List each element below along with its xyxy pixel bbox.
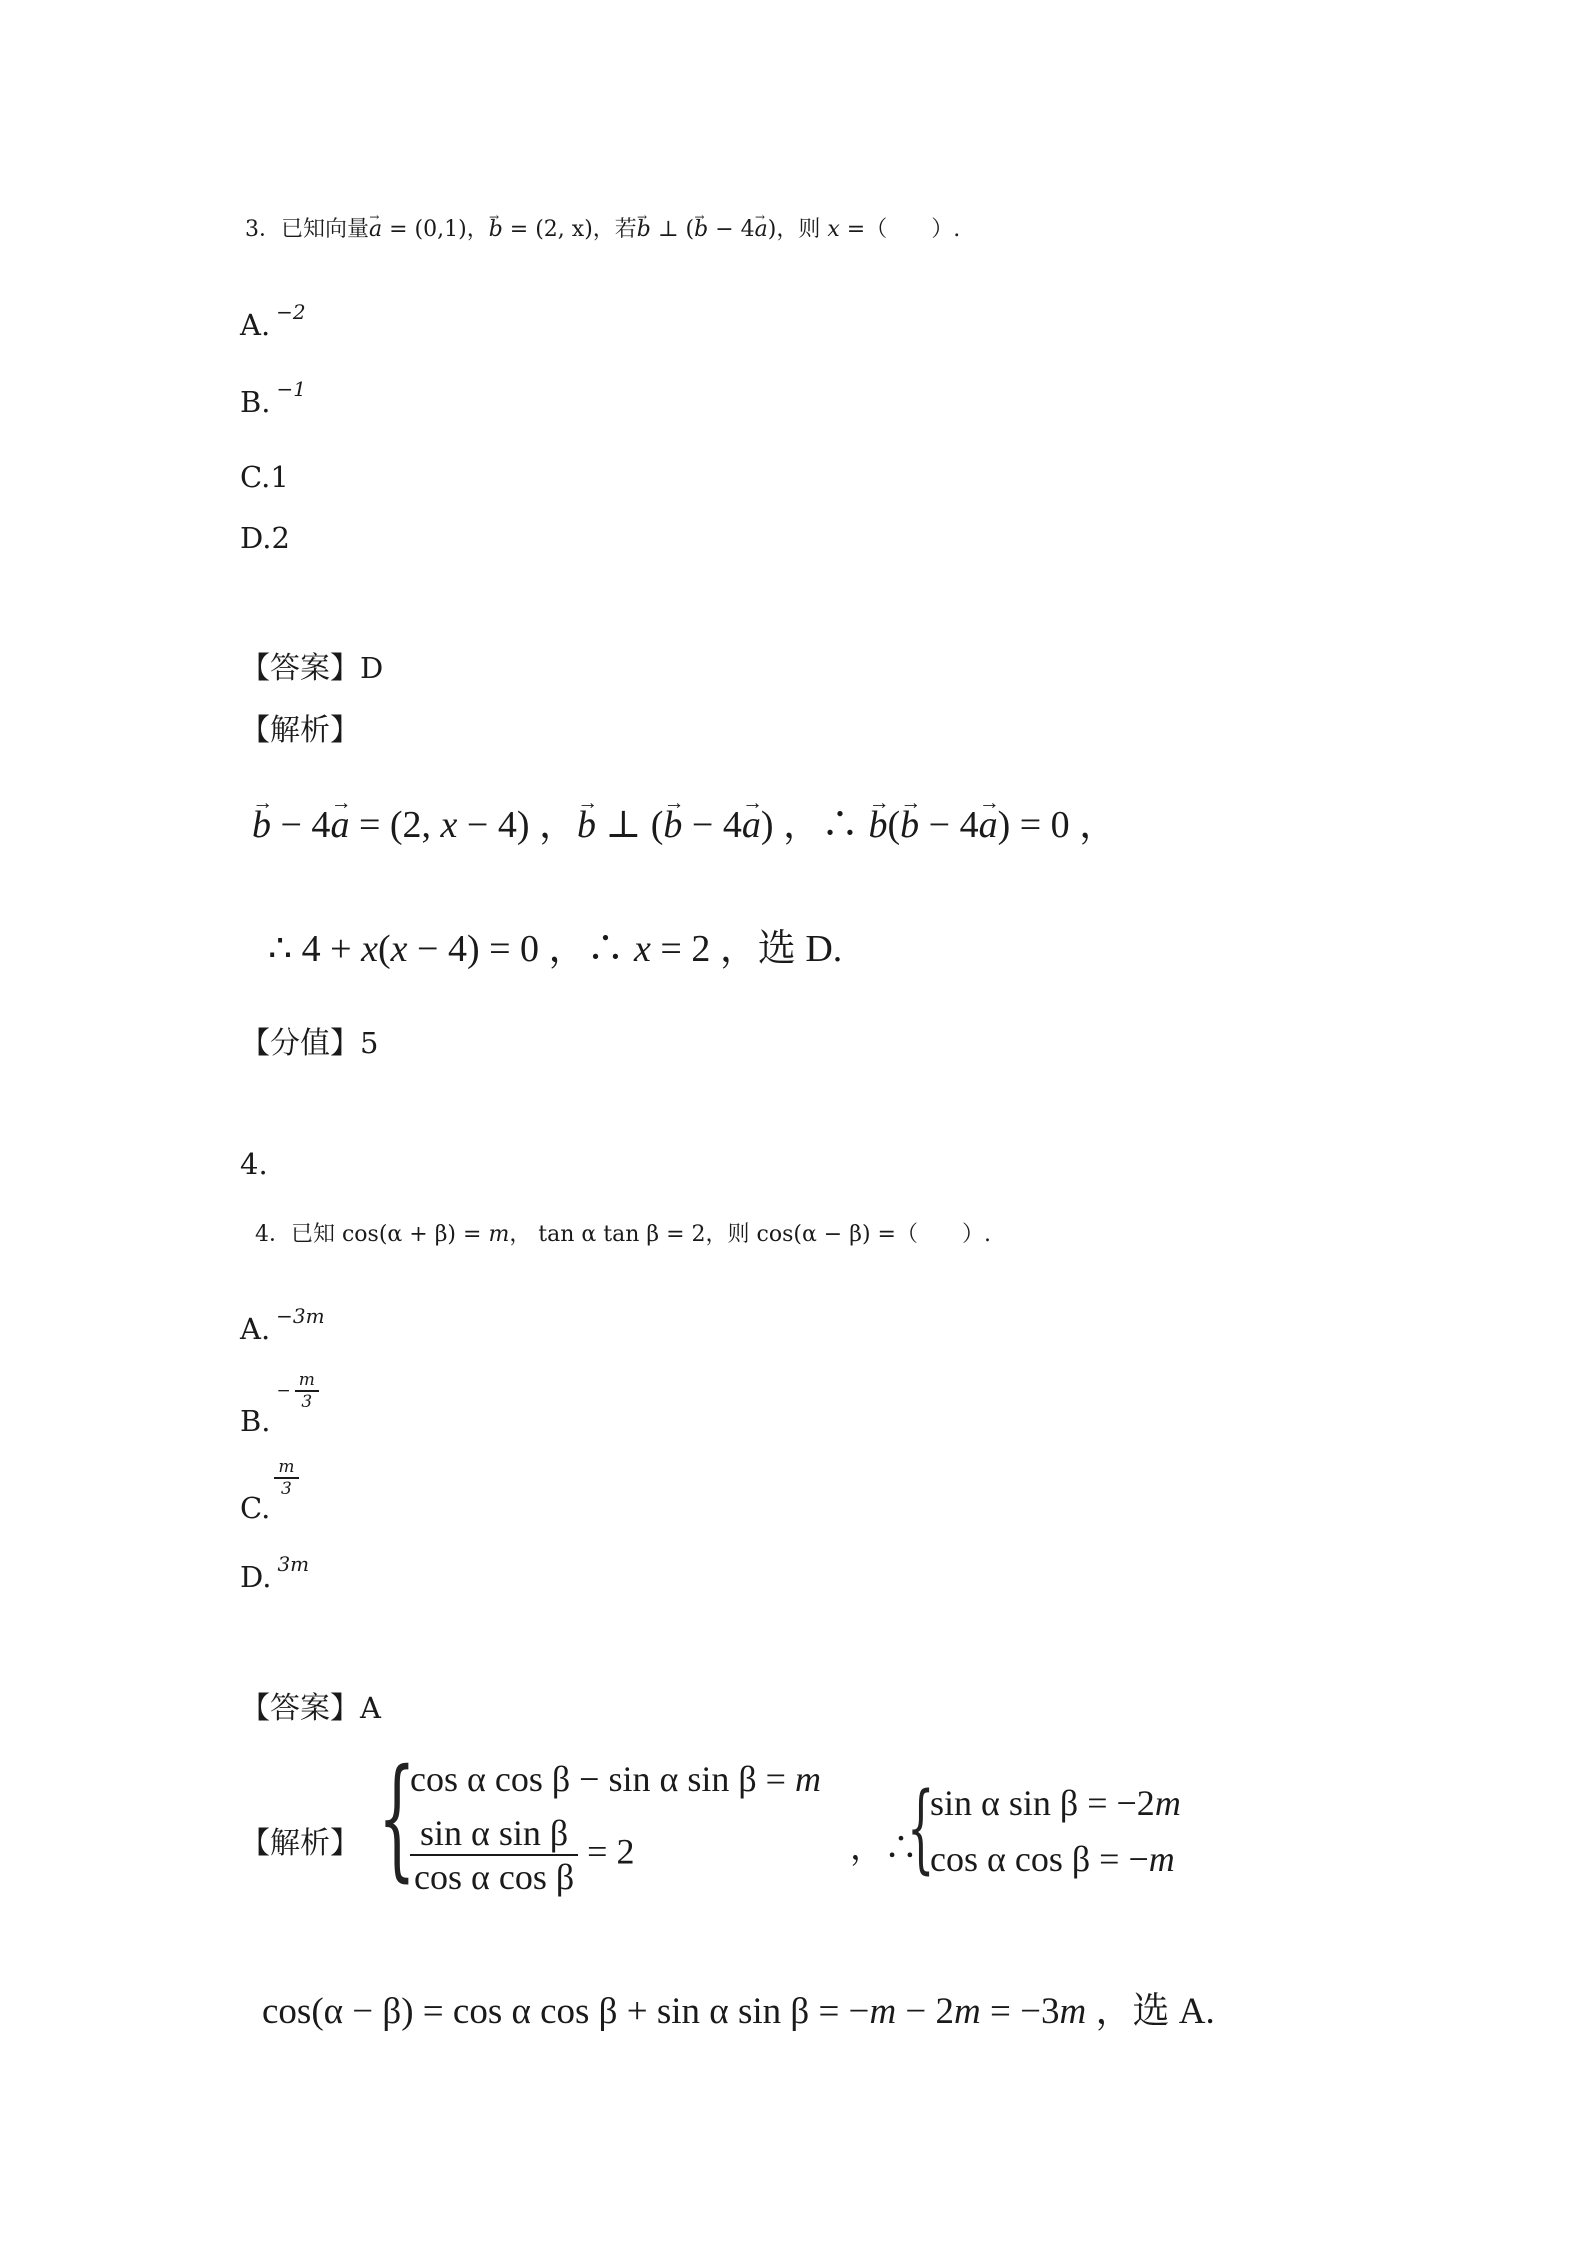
- q4-number: 4.: [240, 1147, 268, 1181]
- left-brace: {: [378, 1741, 416, 1895]
- q4-option-a[interactable]: A. $^{-3m}$: [240, 1304, 325, 1346]
- q4-analysis-label: 【解析】: [240, 1826, 360, 1861]
- vector-b: → b: [489, 217, 503, 242]
- left-brace: {: [907, 1772, 935, 1884]
- therefore-symbol: ，∴: [850, 1830, 918, 1867]
- q3-answer: 【答案】D: [240, 651, 384, 686]
- fraction: $\frac{m}{3}$: [295, 1370, 319, 1412]
- q3-option-d[interactable]: D.2: [240, 521, 290, 555]
- vector-b: → b: [637, 217, 651, 242]
- q3-analysis-line-1: → b − 4→ a = (2, x − 4) ，→ b ⊥ (→ b − 4→ a) ，∴ → b(→ b − 4→ a) = 0 ，: [252, 793, 1117, 848]
- vector-a: → a: [369, 217, 382, 242]
- q4-stem: 4．已知 cos(α + β) = m， tan α tan β = 2，则 cos(α − β) =（ ）.: [255, 1222, 991, 1247]
- q3-analysis-label: 【解析】: [240, 713, 360, 748]
- q3-stem: 3．已知向量→ a = (0,1)，→ b = (2, x)，若→ b ⊥ (→ b − 4→ a)，则 x =（ ）.: [245, 212, 960, 243]
- q3-option-c[interactable]: C.1: [240, 460, 289, 494]
- q3-option-b[interactable]: B. $^{-1}$: [240, 377, 307, 419]
- q3-analysis-line-2: ∴ 4 + x(x − 4) = 0 ，∴ x = 2 ，选 D.: [268, 928, 843, 970]
- fraction: $\frac{m}{3}$: [274, 1457, 298, 1499]
- fraction: $\frac{\text{sin α sin β}}{\text{cos α cos β}}$: [410, 1812, 578, 1898]
- q4-option-b[interactable]: B.− $\frac{m}{3}$: [240, 1368, 323, 1412]
- q4-option-d[interactable]: D. $^{3m}$: [240, 1552, 310, 1594]
- system-1-row-1: cos α cos β − sin α sin β = m: [410, 1759, 821, 1799]
- q3-option-a[interactable]: A. $^{-2}$: [240, 300, 306, 342]
- q3-score: 【分值】5: [240, 1026, 379, 1061]
- q4-answer: 【答案】A: [240, 1691, 381, 1726]
- vector-a: → a: [755, 217, 768, 242]
- q4-analysis-final: cos(α − β) = cos α cos β + sin α sin β = −m − 2m = −3m ，选 A.: [262, 1991, 1215, 2032]
- vector-b: → b: [694, 217, 708, 242]
- q4-option-c[interactable]: C. $\frac{m}{3}$: [240, 1455, 303, 1499]
- system-2-row-1: sin α sin β = −2m: [930, 1783, 1181, 1823]
- system-1-row-2: $\frac{\text{sin α sin β}}{\text{cos α cos β}}$ = 2: [410, 1812, 634, 1898]
- system-2-row-2: cos α cos β = −m: [930, 1839, 1175, 1879]
